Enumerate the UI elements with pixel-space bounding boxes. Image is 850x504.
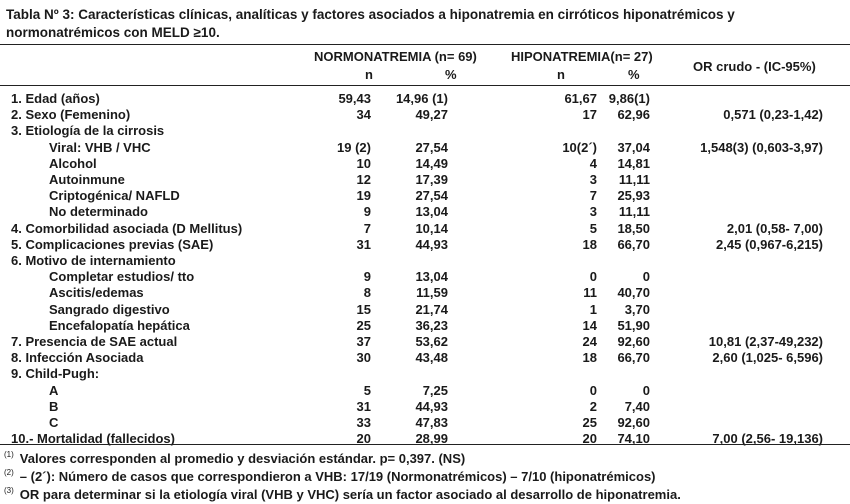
cell-hipo-pct: 37,04 bbox=[617, 139, 650, 155]
cell-normo-n: 33 bbox=[356, 415, 371, 430]
cell-normo-n: 31 bbox=[356, 236, 371, 252]
cell-normo-n: 25 bbox=[356, 317, 371, 333]
footnote-text: OR para determinar si la etiología viral (VHB y VHC) sería un factor asociado al desarrollo de hiponatremia. bbox=[19, 487, 681, 502]
cell-normo-pct: 10,14 bbox=[415, 220, 448, 236]
row-label: 7. Presencia de SAE actual bbox=[11, 334, 178, 349]
row-label: Alcohol bbox=[49, 155, 97, 171]
cell-or: 2,60 (1,025- 6,596) bbox=[712, 350, 823, 366]
cell-hipo-pct: 51,90 bbox=[617, 317, 650, 333]
cell-normo-n: 20 bbox=[356, 431, 371, 447]
cell-normo-pct: 53,62 bbox=[415, 334, 448, 349]
header-pct-hipo: % bbox=[628, 67, 640, 82]
cell-normo-pct: 27,54 bbox=[415, 139, 448, 155]
table-caption: Tabla Nº 3: Características clínicas, analíticas y factores asociados a hiponatremia en cirróticos hiponatrémicos y normonatrémicos con MELD ≥10. bbox=[6, 7, 735, 40]
cell-normo-n: 15 bbox=[356, 301, 371, 317]
cell-hipo-n: 2 bbox=[589, 398, 597, 414]
table-row bbox=[0, 383, 850, 399]
row-label: 10.- Mortalidad (fallecidos) bbox=[11, 431, 175, 447]
cell-normo-n: 34 bbox=[356, 107, 371, 123]
footnote-text: – (2´): Número de casos que correspondieron a VHB: 17/19 (Normonatrémicos) – 7/10 (hiponatrémicos) bbox=[19, 469, 656, 484]
footnote-3 bbox=[4, 482, 846, 500]
row-label: Ascitis/edemas bbox=[49, 285, 144, 301]
table-row bbox=[0, 366, 850, 382]
cell-normo-pct: 13,04 bbox=[415, 269, 448, 285]
cell-normo-n: 5 bbox=[363, 382, 371, 398]
cell-hipo-n: 61,67 bbox=[564, 91, 597, 106]
row-label: A bbox=[49, 382, 59, 398]
footnote-2 bbox=[4, 464, 846, 482]
row-label: No determinado bbox=[49, 204, 148, 220]
cell-normo-n: 7 bbox=[363, 220, 371, 236]
cell-hipo-n: 24 bbox=[582, 334, 597, 349]
cell-hipo-pct: 66,70 bbox=[617, 350, 650, 366]
table-row bbox=[0, 221, 850, 237]
row-label: 1. Edad (años) bbox=[11, 91, 100, 106]
cell-or: 2,45 (0,967-6,215) bbox=[716, 236, 823, 252]
cell-or: 2,01 (0,58- 7,00) bbox=[726, 220, 823, 236]
top-rule bbox=[0, 44, 850, 45]
cell-hipo-n: 1 bbox=[589, 301, 597, 317]
cell-hipo-n: 18 bbox=[582, 350, 597, 366]
cell-hipo-pct: 40,70 bbox=[617, 285, 650, 301]
row-label: Completar estudios/ tto bbox=[49, 269, 195, 285]
cell-hipo-pct: 25,93 bbox=[617, 188, 650, 204]
table-row bbox=[0, 285, 850, 301]
cell-or: 1,548(3) (0,603-3,97) bbox=[700, 139, 823, 155]
cell-hipo-pct: 0 bbox=[642, 382, 650, 398]
cell-hipo-pct: 14,81 bbox=[617, 155, 650, 171]
table-row bbox=[0, 172, 850, 188]
cell-hipo-pct: 92,60 bbox=[617, 334, 650, 349]
table-row bbox=[0, 156, 850, 172]
table-row bbox=[0, 350, 850, 366]
table-row bbox=[0, 269, 850, 285]
cell-normo-pct: 43,48 bbox=[415, 350, 448, 366]
cell-normo-n: 19 bbox=[356, 188, 371, 204]
cell-or: 0,571 (0,23-1,42) bbox=[723, 107, 823, 123]
table-row bbox=[0, 253, 850, 269]
cell-normo-n: 12 bbox=[356, 172, 371, 187]
cell-normo-pct: 11,59 bbox=[416, 285, 448, 301]
row-label: B bbox=[49, 398, 59, 414]
cell-hipo-n: 7 bbox=[589, 188, 597, 204]
cell-normo-n: 9 bbox=[363, 269, 371, 285]
cell-hipo-pct: 18,50 bbox=[617, 220, 650, 236]
cell-normo-pct: 27,54 bbox=[415, 188, 448, 204]
row-label: C bbox=[49, 415, 59, 430]
table-row bbox=[0, 91, 850, 107]
footnote-mark: (1) bbox=[4, 450, 14, 459]
cell-hipo-n: 25 bbox=[582, 415, 597, 430]
header-rule bbox=[0, 85, 850, 86]
cell-hipo-n: 20 bbox=[582, 431, 597, 447]
row-label: Sangrado digestivo bbox=[49, 301, 170, 317]
cell-hipo-pct: 66,70 bbox=[617, 236, 650, 252]
row-label: Encefalopatía hepática bbox=[49, 317, 190, 333]
cell-normo-pct: 44,93 bbox=[415, 398, 448, 414]
row-label: 8. Infección Asociada bbox=[11, 350, 144, 366]
cell-normo-n: 30 bbox=[356, 350, 371, 366]
header-hiponatremia: HIPONATREMIA(n= 27) bbox=[511, 49, 653, 64]
footnote-1 bbox=[4, 446, 846, 464]
table-row bbox=[0, 318, 850, 334]
row-label: 2. Sexo (Femenino) bbox=[11, 107, 131, 123]
bottom-rule bbox=[0, 444, 850, 445]
footnote-text: Valores corresponden al promedio y desviación estándar. p= 0,397. (NS) bbox=[19, 451, 466, 466]
cell-hipo-n: 4 bbox=[589, 155, 597, 171]
cell-normo-pct: 14,49 bbox=[415, 155, 448, 171]
cell-or: 7,00 (2,56- 19,136) bbox=[712, 431, 823, 447]
row-label: 5. Complicaciones previas (SAE) bbox=[11, 236, 214, 252]
row-label: 3. Etiología de la cirrosis bbox=[11, 123, 165, 139]
header-pct-normo: % bbox=[445, 67, 457, 82]
cell-hipo-pct: 11,11 bbox=[618, 204, 650, 220]
table-row bbox=[0, 123, 850, 139]
cell-hipo-pct: 7,40 bbox=[624, 398, 650, 414]
cell-hipo-pct: 3,70 bbox=[624, 301, 650, 317]
footnotes bbox=[4, 446, 846, 500]
cell-hipo-pct: 74,10 bbox=[617, 431, 650, 447]
row-label: 9. Child-Pugh: bbox=[11, 366, 100, 382]
row-label: Criptogénica/ NAFLD bbox=[49, 188, 180, 204]
table-row bbox=[0, 237, 850, 253]
cell-normo-n: 19 (2) bbox=[337, 139, 371, 155]
cell-hipo-n: 0 bbox=[589, 269, 597, 285]
row-label: 4. Comorbilidad asociada (D Mellitus) bbox=[11, 220, 243, 236]
cell-hipo-n: 3 bbox=[589, 204, 597, 220]
cell-hipo-n: 10(2´) bbox=[562, 139, 597, 155]
cell-normo-pct: 36,23 bbox=[415, 317, 448, 333]
cell-normo-n: 59,43 bbox=[338, 91, 371, 106]
cell-hipo-n: 5 bbox=[589, 220, 597, 236]
table-row bbox=[0, 399, 850, 415]
cell-normo-pct: 7,25 bbox=[422, 382, 448, 398]
table-row bbox=[0, 140, 850, 156]
cell-normo-pct: 17,39 bbox=[415, 172, 448, 187]
cell-normo-pct: 14,96 (1) bbox=[395, 91, 448, 106]
cell-normo-n: 9 bbox=[363, 204, 371, 220]
cell-normo-n: 37 bbox=[356, 334, 371, 349]
cell-hipo-pct: 9,86(1) bbox=[608, 91, 650, 106]
header-n-hipo: n bbox=[557, 67, 565, 82]
cell-hipo-n: 14 bbox=[582, 317, 597, 333]
row-label: Autoinmune bbox=[49, 172, 125, 187]
header-n-normo: n bbox=[365, 67, 373, 82]
footnote-mark: (2) bbox=[4, 468, 14, 477]
table-row bbox=[0, 204, 850, 220]
row-label: 6. Motivo de internamiento bbox=[11, 253, 176, 268]
cell-hipo-pct: 0 bbox=[642, 269, 650, 285]
table-row bbox=[0, 188, 850, 204]
cell-normo-pct: 44,93 bbox=[415, 236, 448, 252]
table-row bbox=[0, 415, 850, 431]
cell-hipo-n: 17 bbox=[582, 107, 597, 123]
cell-normo-pct: 21,74 bbox=[415, 301, 448, 317]
cell-or: 10,81 (2,37-49,232) bbox=[708, 334, 823, 349]
cell-normo-n: 31 bbox=[356, 398, 371, 414]
header-or-crudo: OR crudo - (IC-95%) bbox=[693, 59, 816, 74]
cell-hipo-n: 3 bbox=[589, 172, 597, 187]
cell-hipo-n: 0 bbox=[589, 382, 597, 398]
cell-hipo-n: 18 bbox=[582, 236, 597, 252]
footnote-mark: (3) bbox=[4, 486, 14, 495]
cell-normo-pct: 47,83 bbox=[415, 415, 448, 430]
row-label: Viral: VHB / VHC bbox=[49, 139, 151, 155]
cell-normo-n: 8 bbox=[363, 285, 371, 301]
cell-normo-pct: 13,04 bbox=[415, 204, 448, 220]
table-row bbox=[0, 302, 850, 318]
cell-normo-n: 10 bbox=[356, 155, 371, 171]
cell-hipo-pct: 62,96 bbox=[617, 107, 650, 123]
table-row bbox=[0, 107, 850, 123]
cell-normo-pct: 49,27 bbox=[415, 107, 448, 123]
cell-hipo-pct: 92,60 bbox=[617, 415, 650, 430]
table-row bbox=[0, 334, 850, 350]
cell-hipo-pct: 11,11 bbox=[618, 172, 650, 187]
cell-normo-pct: 28,99 bbox=[415, 431, 448, 447]
header-normonatremia: NORMONATREMIA (n= 69) bbox=[314, 49, 477, 64]
cell-hipo-n: 11 bbox=[583, 285, 597, 301]
